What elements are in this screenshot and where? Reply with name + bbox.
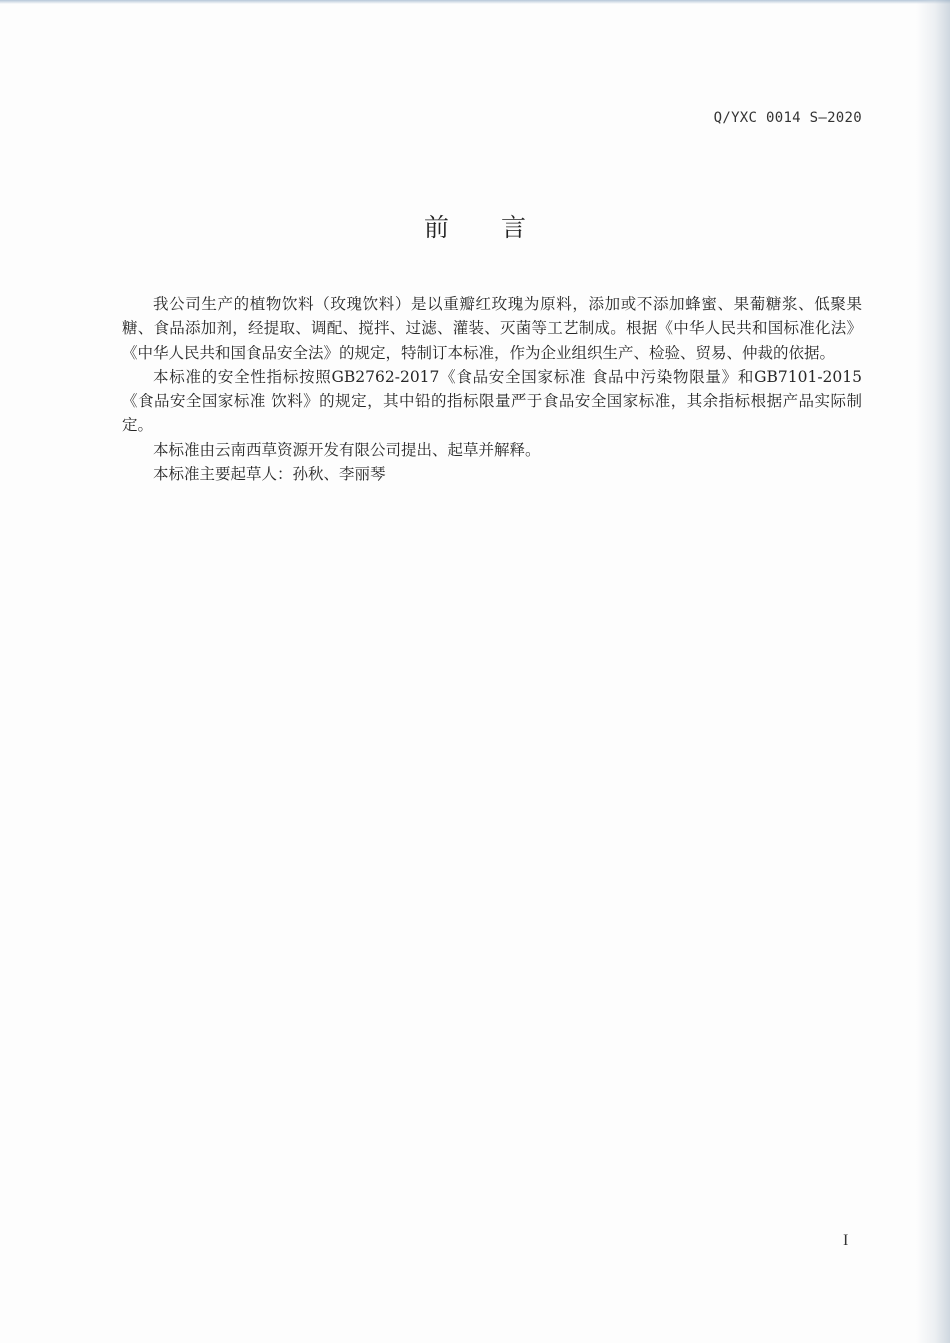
paragraph-intro: 我公司生产的植物饮料（玫瑰饮料）是以重瓣红玫瑰为原料，添加或不添加蜂蜜、果葡糖浆、低聚果糖、食品添加剂，经提取、调配、搅拌、过滤、灌装、灭菌等工艺制成。根据《中华人民共和国标准化法》《中华人民共和国食品安全法》的规定，特制订本标准，作为企业组织生产、检验、贸易、仲裁的依据。 (122, 295, 862, 362)
document-code: Q/YXC 0014 S—2020 (713, 110, 862, 126)
foreword-body (122, 292, 862, 486)
page-title: 前 言 (424, 213, 548, 242)
scan-edge-top (0, 0, 950, 4)
paragraph-safety-indicators: 本标准的安全性指标按照GB2762-2017《食品安全国家标准 食品中污染物限量》和GB7101-2015《食品安全国家标准 饮料》的规定，其中铅的指标限量严于食品安全国家标准，其余指标根据产品实际制定。 (122, 367, 862, 435)
paragraph-proposer: 本标准由云南西草资源开发有限公司提出、起草并解释。 (153, 440, 541, 459)
scan-edge-right (916, 0, 950, 1343)
page-number: I (843, 1232, 849, 1249)
paragraph-drafters: 本标准主要起草人：孙秋、李丽琴 (153, 465, 386, 484)
